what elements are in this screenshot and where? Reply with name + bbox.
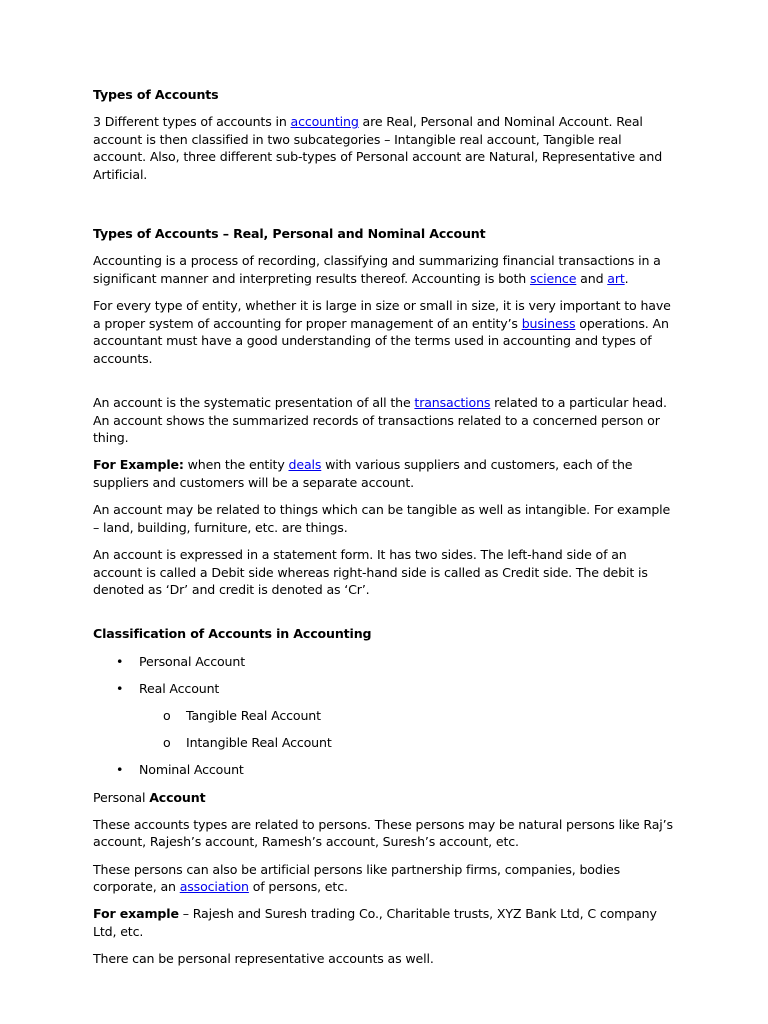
link-deals[interactable]: deals xyxy=(288,457,322,473)
text-run: Personal xyxy=(93,789,150,805)
bullet-icon: • xyxy=(116,680,124,696)
statement-form-paragraph: An account is expressed in a statement form. It has two sides. The left-hand side of an account is called a Debit side whereas right-hand side is called as Credit side. The debit is denoted as ‘Dr’ and credit is denoted as ‘Cr’. xyxy=(93,547,648,598)
link-accounting[interactable]: accounting xyxy=(290,114,359,130)
list-item-label: Nominal Account xyxy=(139,762,244,778)
personal-representative-paragraph: There can be personal representative accounts as well. xyxy=(93,951,434,967)
list-item-intangible xyxy=(93,734,673,752)
spacer xyxy=(93,377,673,394)
list-item-nominal xyxy=(93,761,673,779)
link-association[interactable]: association xyxy=(179,879,249,895)
text-run: An account is the systematic presentation of all the xyxy=(93,395,415,411)
link-science[interactable]: science xyxy=(529,270,577,286)
list-item-label: Intangible Real Account xyxy=(186,735,332,751)
heading-types-of-accounts: Types of Accounts xyxy=(93,87,219,102)
bold-run: Account xyxy=(149,789,206,805)
link-transactions[interactable]: transactions xyxy=(414,395,491,411)
list-item-label: Real Account xyxy=(139,680,220,696)
classification-list xyxy=(93,653,673,779)
personal-example-paragraph xyxy=(93,905,673,940)
entity-paragraph xyxy=(93,297,673,367)
link-art[interactable]: art xyxy=(607,270,625,286)
bullet-icon: • xyxy=(116,653,124,669)
text-run: . xyxy=(624,270,629,286)
bold-run: For Example: xyxy=(93,457,184,473)
list-item-personal xyxy=(93,653,673,671)
text-run: with various suppliers and customers, each of the suppliers and customers will be a separate account. xyxy=(93,457,633,491)
text-run: For every type of entity, whether it is large in size or small in size, it is very important to have a proper system of accounting for proper management of an entity’s xyxy=(93,298,671,331)
text-run: Accounting is a process of recording, classifying and summarizing financial transactions in a significant manner and interpreting results thereof. Accounting is both xyxy=(93,253,661,286)
text-run: – Rajesh and Suresh trading Co., Charitable trusts, XYZ Bank Ltd, C company Ltd, etc. xyxy=(93,906,657,939)
heading-personal-account xyxy=(93,789,673,807)
list-item-label: Personal Account xyxy=(139,653,245,669)
text-run: when the entity xyxy=(183,457,289,473)
link-business[interactable]: business xyxy=(521,315,576,331)
account-definition-paragraph xyxy=(93,394,673,447)
text-run: 3 Different types of accounts in xyxy=(93,114,291,130)
bullet-icon: • xyxy=(116,762,124,778)
text-run: operations. An accountant must have a good understanding of the terms used in accounting and types of accounts. xyxy=(93,315,669,366)
text-run: related to a particular head. An account shows the summarized records of transactions related to a concerned person or thing. xyxy=(93,395,667,446)
example-paragraph xyxy=(93,456,673,491)
list-item-label: Tangible Real Account xyxy=(186,707,321,723)
sub-bullet-icon: o xyxy=(163,735,171,751)
sub-bullet-icon: o xyxy=(163,707,171,723)
text-run: are Real, Personal and Nominal Account. Real account is then classified in two subcategories – Intangible real account, Tangible real account. Also, three different sub-types of Personal account are Natural, Representative and Artificial. xyxy=(93,114,663,182)
intro-paragraph xyxy=(93,113,673,183)
accounting-definition-paragraph xyxy=(93,252,673,287)
spacer xyxy=(93,608,673,625)
text-run: of persons, etc. xyxy=(248,879,348,895)
heading-real-personal-nominal: Types of Accounts – Real, Personal and Nominal Account xyxy=(93,226,486,242)
document-page xyxy=(93,86,673,977)
bold-run: For example xyxy=(93,906,179,922)
spacer xyxy=(93,193,673,225)
things-paragraph: An account may be related to things which can be tangible as well as intangible. For example – land, building, furniture, etc. are things. xyxy=(93,502,671,535)
text-run: and xyxy=(576,270,608,286)
list-item-tangible xyxy=(93,707,673,725)
list-item-real xyxy=(93,680,673,698)
heading-classification: Classification of Accounts in Accounting xyxy=(93,626,372,642)
text-run: These persons can also be artificial persons like partnership firms, companies, bodies corporate, an xyxy=(93,861,621,895)
personal-artificial-paragraph xyxy=(93,861,673,896)
personal-natural-paragraph: These accounts types are related to persons. These persons may be natural persons like Raj’s account, Rajesh’s account, Ramesh’s account, Suresh’s account, etc. xyxy=(93,816,673,850)
